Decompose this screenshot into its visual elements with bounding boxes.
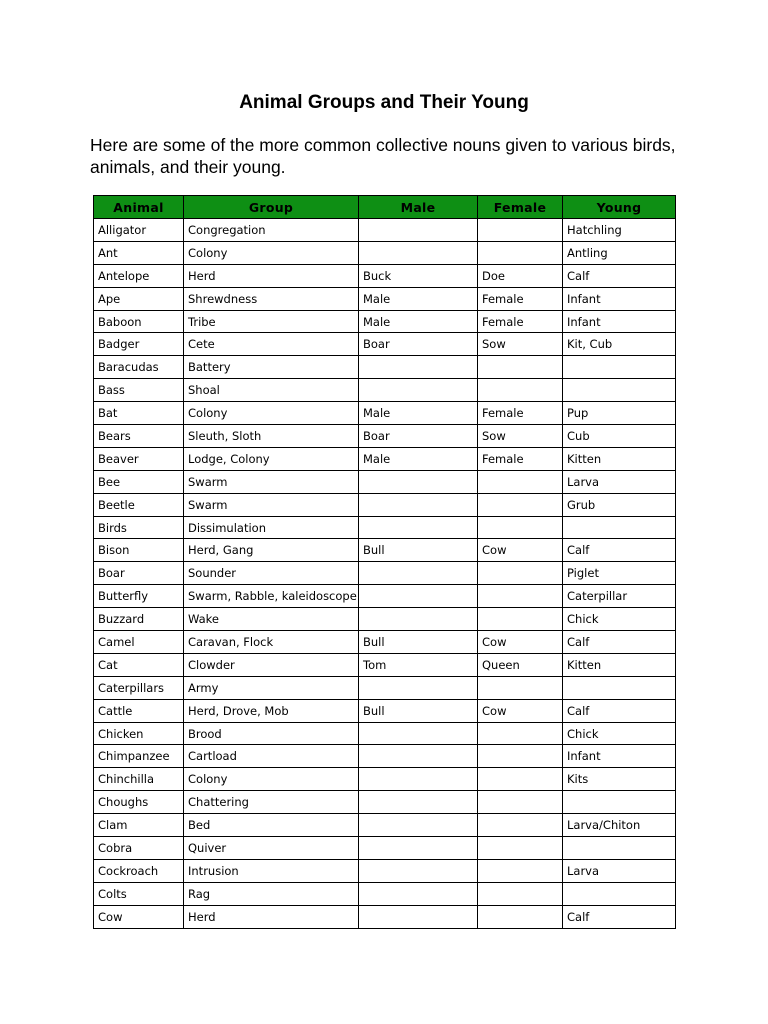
cell-group: Brood	[184, 722, 359, 745]
cell-group: Shrewdness	[184, 287, 359, 310]
cell-animal: Clam	[94, 814, 184, 837]
cell-young: Chick	[563, 722, 676, 745]
cell-female	[478, 768, 563, 791]
table-row	[94, 585, 676, 608]
cell-animal: Cattle	[94, 699, 184, 722]
cell-young: Grub	[563, 493, 676, 516]
table-row	[94, 379, 676, 402]
cell-male	[359, 241, 478, 264]
cell-animal: Baracudas	[94, 356, 184, 379]
table-row	[94, 287, 676, 310]
cell-female	[478, 562, 563, 585]
table-row	[94, 631, 676, 654]
cell-young: Infant	[563, 310, 676, 333]
cell-young: Infant	[563, 287, 676, 310]
header-young: Young	[563, 196, 676, 219]
cell-animal: Beetle	[94, 493, 184, 516]
table-body	[94, 219, 676, 929]
cell-female	[478, 882, 563, 905]
cell-animal: Cobra	[94, 837, 184, 860]
cell-group: Herd, Drove, Mob	[184, 699, 359, 722]
cell-group: Wake	[184, 608, 359, 631]
cell-animal: Chicken	[94, 722, 184, 745]
cell-group: Colony	[184, 768, 359, 791]
cell-group: Battery	[184, 356, 359, 379]
table-row	[94, 791, 676, 814]
cell-animal: Bass	[94, 379, 184, 402]
cell-group: Cartload	[184, 745, 359, 768]
cell-group: Swarm	[184, 493, 359, 516]
cell-female: Sow	[478, 333, 563, 356]
table-row	[94, 402, 676, 425]
cell-male	[359, 470, 478, 493]
table-row	[94, 356, 676, 379]
table-row	[94, 310, 676, 333]
cell-male: Male	[359, 310, 478, 333]
table-row	[94, 562, 676, 585]
cell-young: Infant	[563, 745, 676, 768]
cell-group: Intrusion	[184, 859, 359, 882]
cell-young: Calf	[563, 905, 676, 928]
cell-young: Calf	[563, 539, 676, 562]
cell-male	[359, 608, 478, 631]
cell-group: Sleuth, Sloth	[184, 425, 359, 448]
table-row	[94, 333, 676, 356]
cell-group: Army	[184, 676, 359, 699]
cell-male	[359, 859, 478, 882]
cell-young: Calf	[563, 264, 676, 287]
cell-male	[359, 219, 478, 242]
cell-female: Queen	[478, 653, 563, 676]
intro-paragraph: Here are some of the more common collective nouns given to various birds, animals, and their young.	[90, 135, 676, 177]
cell-animal: Buzzard	[94, 608, 184, 631]
cell-animal: Ape	[94, 287, 184, 310]
table-row	[94, 676, 676, 699]
cell-female: Cow	[478, 539, 563, 562]
cell-animal: Chimpanzee	[94, 745, 184, 768]
table-header-row	[94, 196, 676, 219]
cell-animal: Badger	[94, 333, 184, 356]
cell-animal: Beaver	[94, 447, 184, 470]
cell-animal: Baboon	[94, 310, 184, 333]
table-row	[94, 699, 676, 722]
cell-young: Kit, Cub	[563, 333, 676, 356]
table-row	[94, 539, 676, 562]
cell-female: Doe	[478, 264, 563, 287]
cell-female	[478, 241, 563, 264]
cell-young: Larva	[563, 470, 676, 493]
cell-female	[478, 745, 563, 768]
cell-male: Boar	[359, 333, 478, 356]
table-row	[94, 837, 676, 860]
cell-male: Tom	[359, 653, 478, 676]
cell-female	[478, 219, 563, 242]
table-row	[94, 241, 676, 264]
cell-young: Calf	[563, 631, 676, 654]
cell-female	[478, 814, 563, 837]
cell-group: Chattering	[184, 791, 359, 814]
cell-animal: Bee	[94, 470, 184, 493]
cell-young: Larva/Chiton	[563, 814, 676, 837]
cell-animal: Camel	[94, 631, 184, 654]
table-row	[94, 608, 676, 631]
table-row	[94, 745, 676, 768]
page-title: Animal Groups and Their Young	[239, 92, 529, 113]
table-row	[94, 768, 676, 791]
cell-animal: Bison	[94, 539, 184, 562]
header-group: Group	[184, 196, 359, 219]
cell-young	[563, 837, 676, 860]
cell-young: Pup	[563, 402, 676, 425]
cell-male	[359, 676, 478, 699]
header-male: Male	[359, 196, 478, 219]
cell-female	[478, 379, 563, 402]
cell-female: Sow	[478, 425, 563, 448]
table-row	[94, 653, 676, 676]
cell-male	[359, 356, 478, 379]
cell-female	[478, 676, 563, 699]
cell-group: Herd	[184, 264, 359, 287]
table-row	[94, 219, 676, 242]
cell-male	[359, 882, 478, 905]
cell-group: Herd, Gang	[184, 539, 359, 562]
cell-group: Rag	[184, 882, 359, 905]
cell-young: Antling	[563, 241, 676, 264]
table-row	[94, 722, 676, 745]
cell-male	[359, 562, 478, 585]
table-row	[94, 814, 676, 837]
cell-young: Caterpillar	[563, 585, 676, 608]
cell-group: Sounder	[184, 562, 359, 585]
cell-animal: Colts	[94, 882, 184, 905]
cell-female	[478, 356, 563, 379]
table-row	[94, 516, 676, 539]
cell-group: Swarm	[184, 470, 359, 493]
cell-young	[563, 676, 676, 699]
cell-male	[359, 768, 478, 791]
cell-animal: Bat	[94, 402, 184, 425]
cell-animal: Cockroach	[94, 859, 184, 882]
table-row	[94, 425, 676, 448]
cell-animal: Butterfly	[94, 585, 184, 608]
cell-female	[478, 791, 563, 814]
cell-animal: Cow	[94, 905, 184, 928]
cell-young	[563, 791, 676, 814]
cell-female	[478, 722, 563, 745]
cell-male: Boar	[359, 425, 478, 448]
cell-young	[563, 882, 676, 905]
header-animal: Animal	[94, 196, 184, 219]
cell-young: Piglet	[563, 562, 676, 585]
header-female: Female	[478, 196, 563, 219]
cell-group: Congregation	[184, 219, 359, 242]
cell-female	[478, 859, 563, 882]
cell-group: Tribe	[184, 310, 359, 333]
cell-male	[359, 905, 478, 928]
cell-young: Kitten	[563, 447, 676, 470]
cell-male	[359, 745, 478, 768]
cell-male: Bull	[359, 699, 478, 722]
cell-male: Male	[359, 447, 478, 470]
cell-female: Female	[478, 447, 563, 470]
cell-male	[359, 814, 478, 837]
table-row	[94, 905, 676, 928]
cell-female	[478, 837, 563, 860]
cell-female	[478, 470, 563, 493]
cell-animal: Ant	[94, 241, 184, 264]
cell-male: Buck	[359, 264, 478, 287]
cell-female	[478, 516, 563, 539]
cell-animal: Bears	[94, 425, 184, 448]
cell-male: Bull	[359, 539, 478, 562]
cell-group: Clowder	[184, 653, 359, 676]
cell-animal: Chinchilla	[94, 768, 184, 791]
cell-animal: Choughs	[94, 791, 184, 814]
cell-male	[359, 791, 478, 814]
cell-male: Bull	[359, 631, 478, 654]
cell-animal: Boar	[94, 562, 184, 585]
cell-group: Caravan, Flock	[184, 631, 359, 654]
cell-group: Lodge, Colony	[184, 447, 359, 470]
cell-group: Shoal	[184, 379, 359, 402]
cell-group: Swarm, Rabble, kaleidoscope	[184, 585, 359, 608]
cell-female: Female	[478, 402, 563, 425]
cell-group: Bed	[184, 814, 359, 837]
cell-female	[478, 493, 563, 516]
cell-animal: Antelope	[94, 264, 184, 287]
cell-animal: Caterpillars	[94, 676, 184, 699]
cell-female	[478, 608, 563, 631]
cell-female	[478, 905, 563, 928]
table-row	[94, 859, 676, 882]
cell-young	[563, 356, 676, 379]
table-row	[94, 470, 676, 493]
cell-group: Herd	[184, 905, 359, 928]
cell-young: Cub	[563, 425, 676, 448]
cell-young	[563, 379, 676, 402]
cell-female: Female	[478, 310, 563, 333]
cell-male	[359, 379, 478, 402]
cell-group: Quiver	[184, 837, 359, 860]
cell-male	[359, 722, 478, 745]
cell-animal: Birds	[94, 516, 184, 539]
cell-group: Colony	[184, 402, 359, 425]
cell-young: Kitten	[563, 653, 676, 676]
cell-group: Dissimulation	[184, 516, 359, 539]
cell-young: Hatchling	[563, 219, 676, 242]
cell-male	[359, 585, 478, 608]
cell-young	[563, 516, 676, 539]
cell-female	[478, 585, 563, 608]
cell-male	[359, 837, 478, 860]
cell-female: Cow	[478, 699, 563, 722]
cell-group: Colony	[184, 241, 359, 264]
cell-young: Kits	[563, 768, 676, 791]
table-row	[94, 493, 676, 516]
cell-female: Female	[478, 287, 563, 310]
cell-male	[359, 493, 478, 516]
cell-female: Cow	[478, 631, 563, 654]
cell-group: Cete	[184, 333, 359, 356]
cell-male	[359, 516, 478, 539]
cell-animal: Cat	[94, 653, 184, 676]
cell-animal: Alligator	[94, 219, 184, 242]
cell-young: Chick	[563, 608, 676, 631]
table-row	[94, 264, 676, 287]
table-row	[94, 882, 676, 905]
table-row	[94, 447, 676, 470]
cell-young: Larva	[563, 859, 676, 882]
cell-male: Male	[359, 287, 478, 310]
cell-young: Calf	[563, 699, 676, 722]
animal-groups-table	[93, 195, 676, 929]
cell-male: Male	[359, 402, 478, 425]
